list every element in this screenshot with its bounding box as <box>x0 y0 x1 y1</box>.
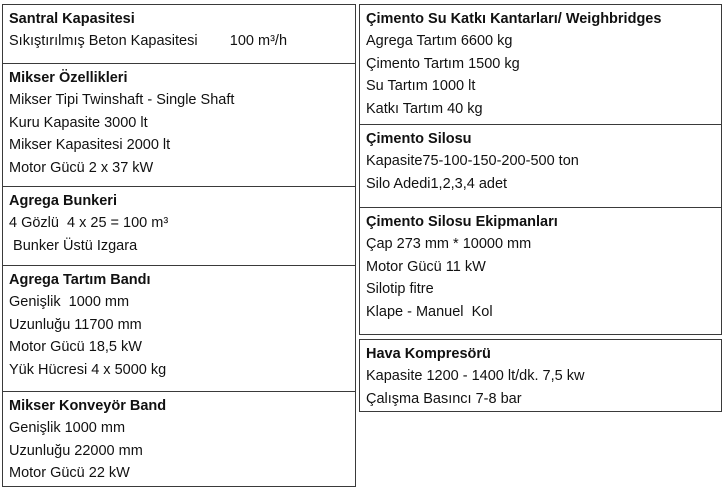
section-cimento-silosu-ekipmanlari <box>359 207 722 335</box>
section-title: Agrega Bunkeri <box>9 193 117 209</box>
spec-line: Çalışma Basıncı 7-8 bar <box>366 390 522 407</box>
spec-line: Bunker Üstü Izgara <box>9 237 138 254</box>
spec-line: Kuru Kapasite 3000 lt <box>9 114 148 131</box>
spec-line: Mikser Kapasitesi 2000 lt <box>9 137 171 153</box>
spec-line: Mikser Tipi Twinshaft - Single Shaft <box>9 92 235 108</box>
spec-line: Silotip fitre <box>366 281 434 297</box>
spec-line: Kapasite 1200 - 1400 lt/dk. 7,5 kw <box>366 368 585 384</box>
section-santral-kapasitesi <box>2 4 356 64</box>
section-cimento-su-katki-kantarlari <box>359 4 722 125</box>
section-title: Çimento Silosu Ekipmanları <box>366 214 558 230</box>
spec-line: Motor Gücü 18,5 kW <box>9 339 142 355</box>
section-agrega-tartim-bandi <box>2 265 356 392</box>
spec-line: Motor Gücü 22 kW <box>9 465 130 481</box>
section-mikser-konveyor-band <box>2 391 356 487</box>
spec-line: Çap 273 mm * 10000 mm <box>366 236 532 252</box>
spec-line: Motor Gücü 2 x 37 kW <box>9 159 154 176</box>
section-cimento-silosu <box>359 124 722 208</box>
spec-line: Agrega Tartım 6600 kg <box>366 33 513 49</box>
spec-line: Kapasite75-100-150-200-500 ton <box>366 153 579 169</box>
spec-line: Su Tartım 1000 lt <box>366 78 476 94</box>
section-title: Çimento Silosu <box>366 131 472 147</box>
section-mikser-ozellikleri <box>2 63 356 187</box>
section-hava-kompresoru <box>359 339 722 412</box>
spec-line: Silo Adedi1,2,3,4 adet <box>366 175 508 192</box>
spec-line: 4 Gözlü 4 x 25 = 100 m³ <box>9 215 169 231</box>
section-title: Mikser Konveyör Band <box>9 398 167 414</box>
section-agrega-bunkeri <box>2 186 356 266</box>
section-title: Mikser Özellikleri <box>9 70 128 86</box>
spec-line: Uzunluğu 11700 mm <box>9 316 142 333</box>
spec-line: Katkı Tartım 40 kg <box>366 100 483 117</box>
spec-line: Genişlik 1000 mm <box>9 294 130 310</box>
spec-line: Klape - Manuel Kol <box>366 303 493 320</box>
spec-line: Çimento Tartım 1500 kg <box>366 55 520 72</box>
spec-line: Genişlik 1000 mm <box>9 420 126 436</box>
section-title: Agrega Tartım Bandı <box>9 272 151 288</box>
spec-line: Yük Hücresi 4 x 5000 kg <box>9 361 167 378</box>
spec-line: Sıkıştırılmış Beton Kapasitesi 100 m³/h <box>9 33 288 49</box>
spec-line: Motor Gücü 11 kW <box>366 258 486 275</box>
section-title: Hava Kompresörü <box>366 346 491 362</box>
section-title: Santral Kapasitesi <box>9 11 135 27</box>
spec-line: Uzunluğu 22000 mm <box>9 442 143 459</box>
section-title: Çimento Su Katkı Kantarları/ Weighbridges <box>366 11 662 27</box>
